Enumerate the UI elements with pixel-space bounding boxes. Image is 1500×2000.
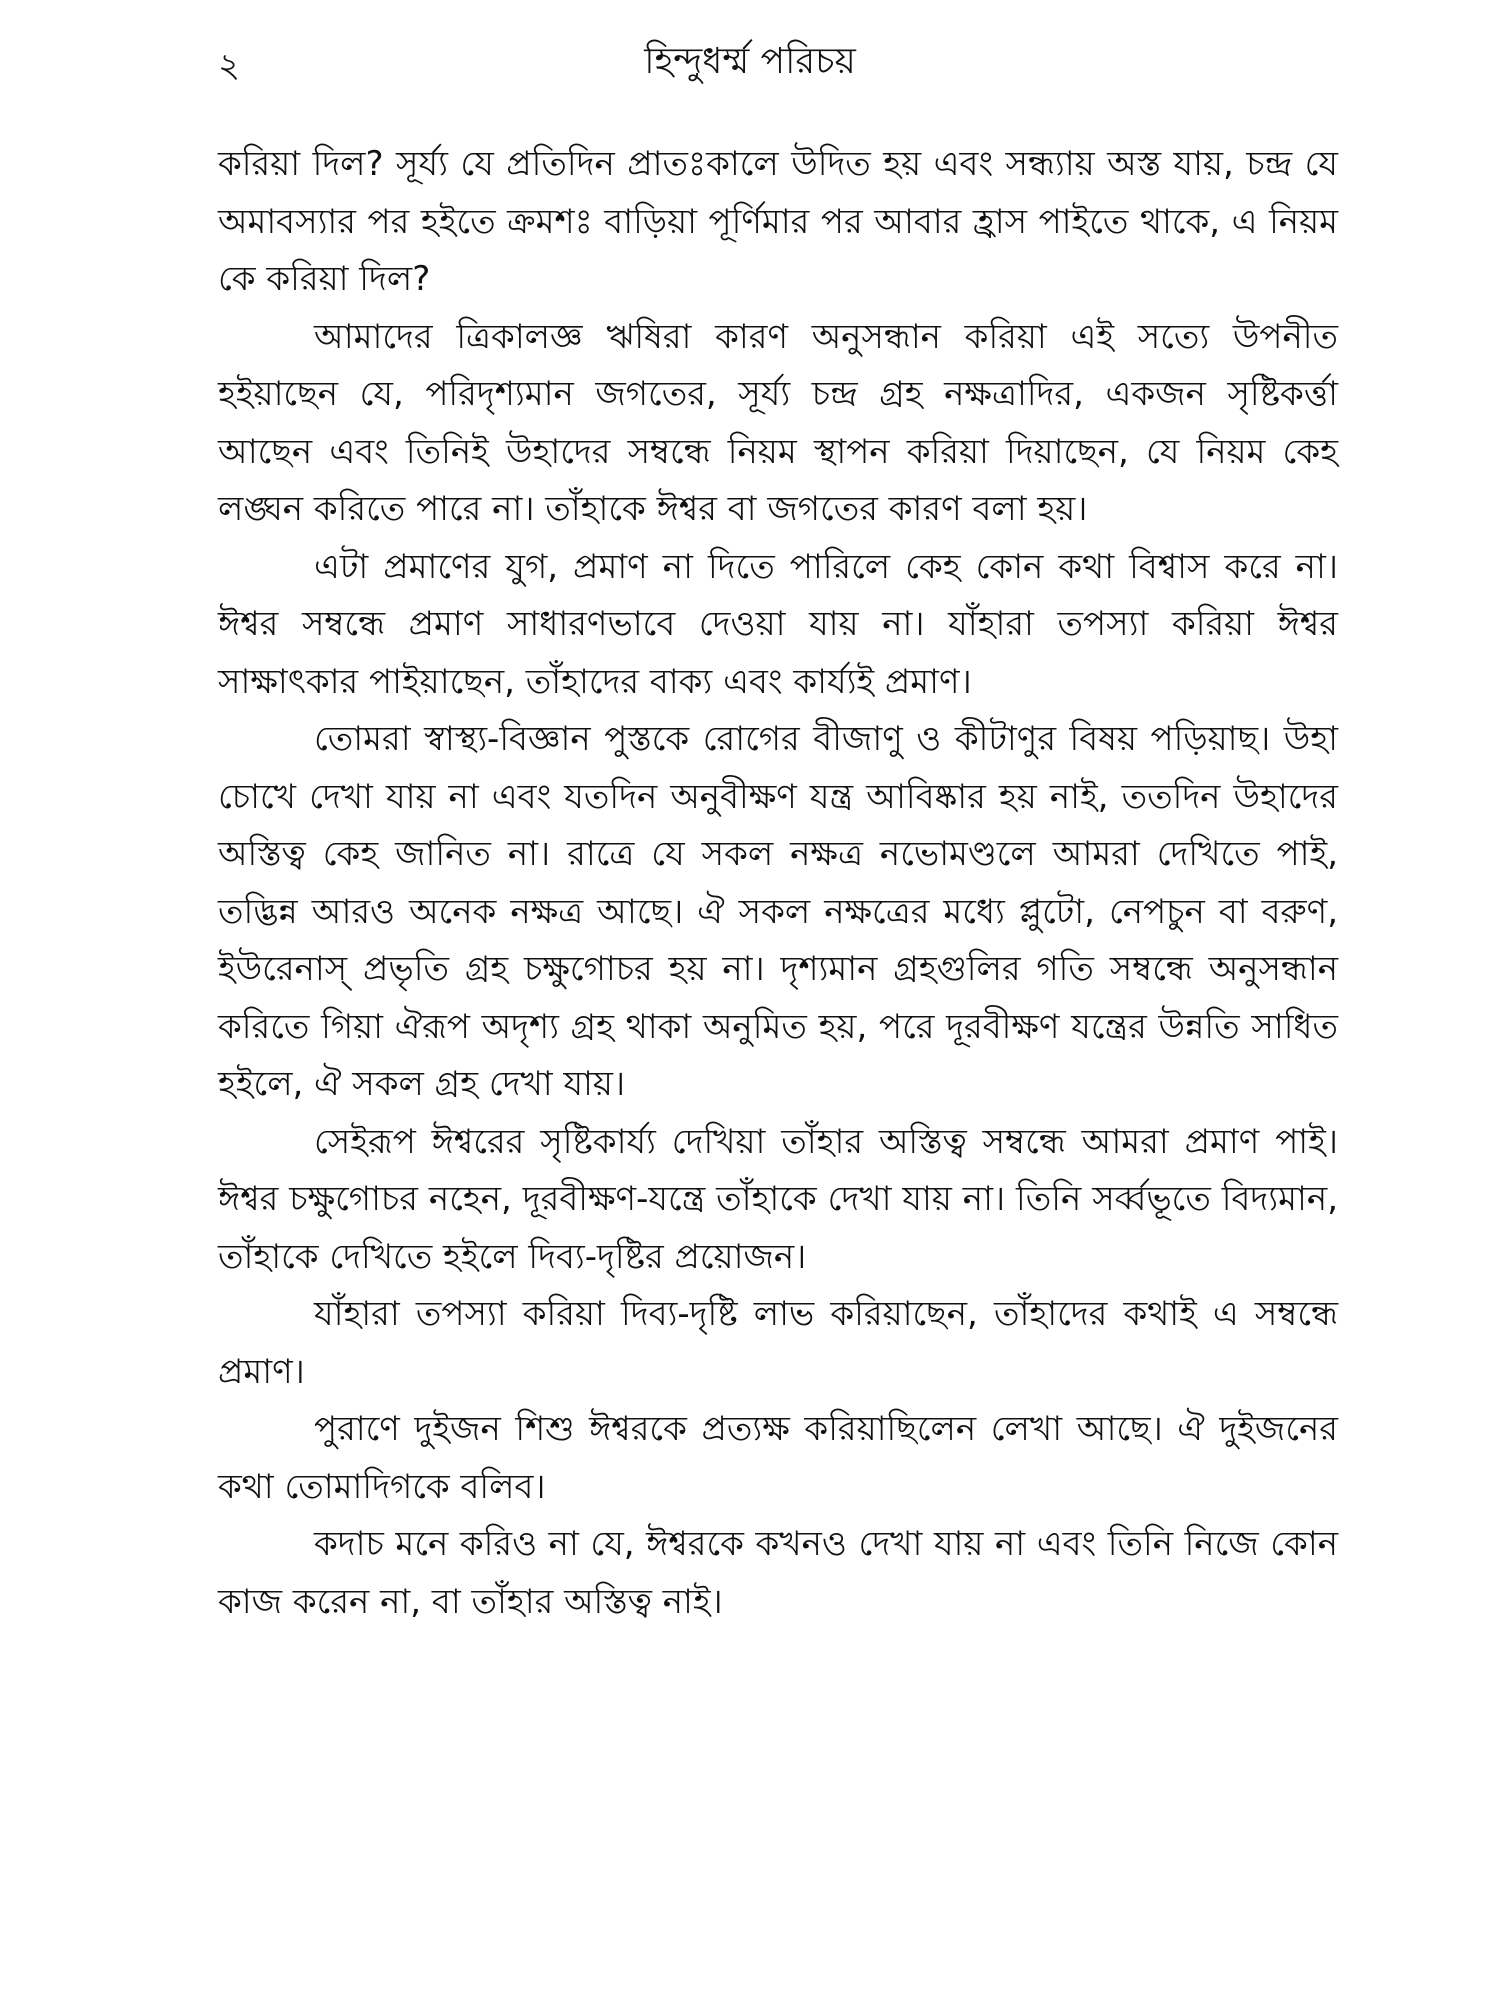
body-text	[218, 136, 1338, 1631]
paragraph: কদাচ মনে করিও না যে, ঈশ্বরকে কখনও দেখা যায় না এবং তিনি নিজে কোন কাজ করেন না, বা তাঁহার অস্তিত্ব নাই।	[218, 1524, 1338, 1622]
paragraph: পুরাণে দুইজন শিশু ঈশ্বরকে প্রত্যক্ষ করিয়াছিলেন লেখা আছে। ঐ দুইজনের কথা তোমাদিগকে বলিব।	[218, 1409, 1338, 1507]
running-title: হিন্দুধর্ম্ম পরিচয়	[644, 41, 856, 82]
page-number: ২	[218, 46, 241, 86]
paragraph: আমাদের ত্রিকালজ্ঞ ঋষিরা কারণ অনুসন্ধান করিয়া এই সত্যে উপনীত হইয়াছেন যে, পরিদৃশ্যমান জগতের, সূর্য্য চন্দ্র গ্রহ নক্ষত্রাদির, একজন সৃষ্টিকর্ত্তা আছেন এবং তিনিই উহাদের সম্বন্ধে নিয়ম স্থাপন করিয়া দিয়াছেন, যে নিয়ম কেহ লঙ্ঘন করিতে পারে না। তাঁহাকে ঈশ্বর বা জগতের কারণ বলা হয়।	[218, 316, 1338, 529]
paragraph: যাঁহারা তপস্যা করিয়া দিব্য-দৃষ্টি লাভ করিয়াছেন, তাঁহাদের কথাই এ সম্বন্ধে প্রমাণ।	[218, 1294, 1338, 1392]
paragraph: তোমরা স্বাস্থ্য-বিজ্ঞান পুস্তকে রোগের বীজাণু ও কীটাণুর বিষয় পড়িয়াছ। উহা চোখে দেখা যায় না এবং যতদিন অনুবীক্ষণ যন্ত্র আবিষ্কার হয় নাই, ততদিন উহাদের অস্তিত্ব কেহ জানিত না। রাত্রে যে সকল নক্ষত্র নভোমণ্ডলে আমরা দেখিতে পাই, তদ্ভিন্ন আরও অনেক নক্ষত্র আছে। ঐ সকল নক্ষত্রের মধ্যে প্লুটো, নেপচুন বা বরুণ, ইউরেনাস্ প্রভৃতি গ্রহ চক্ষুগোচর হয় না। দৃশ্যমান গ্রহগুলির গতি সম্বন্ধে অনুসন্ধান করিতে গিয়া ঐরূপ অদৃশ্য গ্রহ থাকা অনুমিত হয়, পরে দূরবীক্ষণ যন্ত্রের উন্নতি সাধিত হইলে, ঐ সকল গ্রহ দেখা যায়।	[218, 719, 1338, 1104]
paragraph: করিয়া দিল? সূর্য্য যে প্রতিদিন প্রাতঃকালে উদিত হয় এবং সন্ধ্যায় অস্ত যায়, চন্দ্র যে অমাবস্যার পর হইতে ক্রমশঃ বাড়িয়া পূর্ণিমার পর আবার হ্রাস পাইতে থাকে, এ নিয়ম কে করিয়া দিল?	[218, 144, 1338, 299]
paragraph: এটা প্রমাণের যুগ, প্রমাণ না দিতে পারিলে কেহ কোন কথা বিশ্বাস করে না। ঈশ্বর সম্বন্ধে প্রমাণ সাধারণভাবে দেওয়া যায় না। যাঁহারা তপস্যা করিয়া ঈশ্বর সাক্ষাৎকার পাইয়াছেন, তাঁহাদের বাক্য এবং কার্য্যই প্রমাণ।	[218, 546, 1338, 702]
paragraph: সেইরূপ ঈশ্বরের সৃষ্টিকার্য্য দেখিয়া তাঁহার অস্তিত্ব সম্বন্ধে আমরা প্রমাণ পাই। ঈশ্বর চক্ষুগোচর নহেন, দূরবীক্ষণ-যন্ত্রে তাঁহাকে দেখা যায় না। তিনি সর্ব্বভূতে বিদ্যমান, তাঁহাকে দেখিতে হইলে দিব্য-দৃষ্টির প্রয়োজন।	[218, 1121, 1338, 1277]
